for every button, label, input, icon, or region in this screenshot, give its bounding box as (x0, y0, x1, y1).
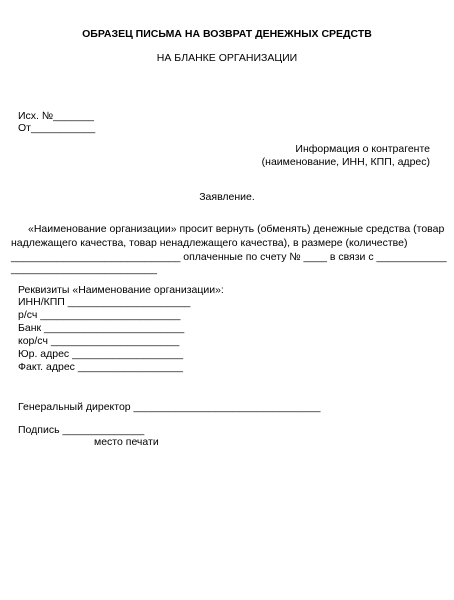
requisite-inn-kpp: ИНН/КПП _____________________ (18, 296, 191, 308)
outgoing-number: Исх. №_______ (18, 110, 95, 122)
body-paragraph-line3: _____________________________ оплаченные по счету № ____ в связи с ____________ (11, 251, 447, 263)
body-paragraph-line1: «Наименование организации» просит вернуть (обменять) денежные средства (товар (28, 223, 445, 235)
director-signature-line: Генеральный директор ________________________________ (18, 401, 321, 413)
document-title: ОБРАЗЕЦ ПИСЬМА НА ВОЗВРАТ ДЕНЕЖНЫХ СРЕДСТВ (82, 28, 372, 40)
requisite-bank: Банк ________________________ (18, 322, 185, 334)
recipient-info: Информация о контрагенте (295, 143, 430, 155)
requisite-legal-address: Юр. адрес ___________________ (18, 348, 184, 360)
body-paragraph-line2: надлежащего качества, товар ненадлежащего качества), в размере (количестве) (11, 237, 408, 249)
requisite-corr-account: кор/сч ______________________ (18, 335, 180, 347)
document-subtitle: НА БЛАНКЕ ОРГАНИЗАЦИИ (156, 52, 298, 64)
outgoing-date: От___________ (18, 122, 96, 134)
requisite-account: р/сч ________________________ (18, 309, 181, 321)
stamp-place: место печати (94, 436, 159, 448)
recipient-details: (наименование, ИНН, КПП, адрес) (261, 156, 430, 168)
statement-heading: Заявление. (199, 191, 255, 203)
requisite-actual-address: Факт. адрес __________________ (18, 361, 183, 373)
signature-line: Подпись ______________ (18, 424, 145, 436)
requisites-title: Реквизиты «Наименование организации»: (18, 284, 224, 296)
body-paragraph-line4: _________________________ (11, 263, 157, 275)
